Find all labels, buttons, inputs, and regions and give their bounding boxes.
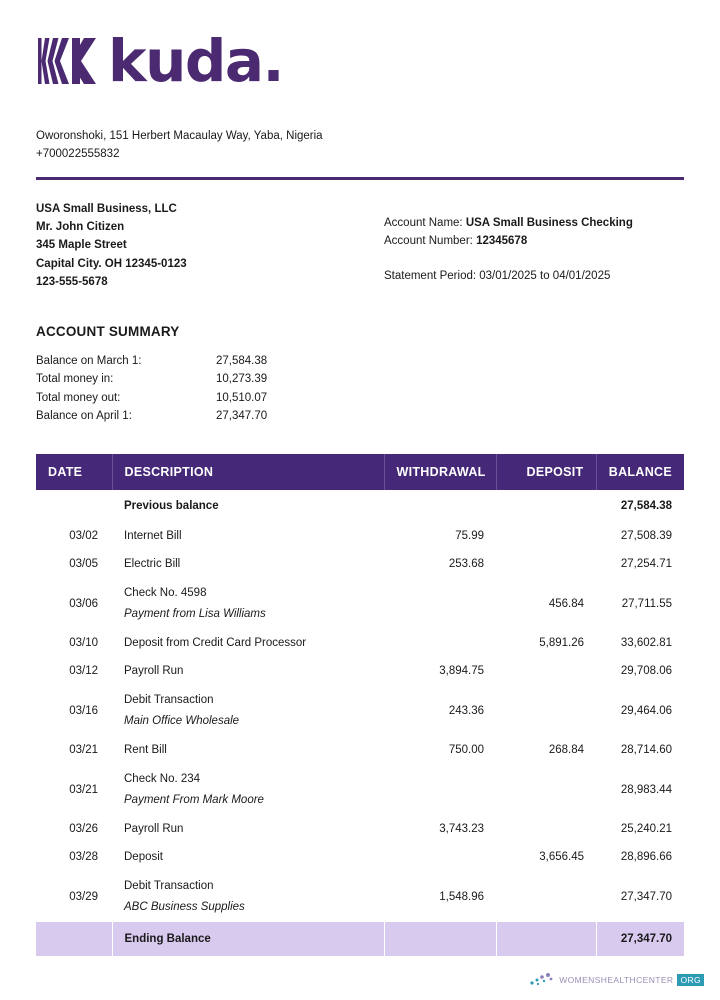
- table-row: [36, 871, 684, 922]
- cell-balance: 27,347.70: [596, 922, 684, 956]
- description-main: Check No. 234: [124, 773, 201, 786]
- cell-balance: 33,602.81: [596, 629, 684, 657]
- kuda-k-logo-icon: [36, 30, 98, 92]
- column-header-deposit: DEPOSIT: [496, 454, 596, 490]
- watermark-text: WOMENSHEALTHCENTER: [559, 975, 674, 985]
- customer-address-block: [36, 200, 187, 292]
- description-main: Previous balance: [124, 500, 219, 513]
- cell-date: 03/06: [36, 578, 112, 629]
- cell-balance: 27,254.71: [596, 550, 684, 578]
- column-header-balance: BALANCE: [596, 454, 684, 490]
- column-header-date: DATE: [36, 454, 112, 490]
- cell-date: 03/21: [36, 764, 112, 815]
- cell-deposit: [496, 657, 596, 685]
- cell-deposit: 456.84: [496, 578, 596, 629]
- cell-deposit: [496, 922, 596, 956]
- summary-label: Balance on April 1:: [36, 410, 132, 423]
- description-main: Debit Transaction: [124, 880, 214, 893]
- description-main: Internet Bill: [124, 530, 182, 543]
- cell-date: 03/02: [36, 522, 112, 550]
- table-row: [36, 550, 684, 578]
- cell-deposit: [496, 815, 596, 843]
- summary-label: Total money out:: [36, 391, 121, 404]
- summary-label: Balance on March 1:: [36, 354, 142, 367]
- cell-date: 03/21: [36, 736, 112, 764]
- cell-balance: 28,896.66: [596, 843, 684, 871]
- summary-value: 10,510.07: [216, 391, 268, 404]
- cell-withdrawal: [384, 490, 496, 522]
- cell-withdrawal: 75.99: [384, 522, 496, 550]
- account-number-row: [384, 232, 684, 250]
- cell-date: 03/26: [36, 815, 112, 843]
- description-main: Ending Balance: [124, 933, 211, 946]
- cell-withdrawal: 3,894.75: [384, 657, 496, 685]
- cell-balance: 27,508.39: [596, 522, 684, 550]
- cell-description: [112, 578, 384, 629]
- description-main: Debit Transaction: [124, 694, 214, 707]
- customer-name: Mr. John Citizen: [36, 221, 125, 234]
- table-row: [36, 629, 684, 657]
- cell-balance: 28,714.60: [596, 736, 684, 764]
- table-row: [36, 578, 684, 629]
- cell-date: 03/05: [36, 550, 112, 578]
- cell-description: [112, 871, 384, 922]
- table-row: [36, 843, 684, 871]
- cell-description: [112, 815, 384, 843]
- cell-description: [112, 764, 384, 815]
- parties-section: [36, 200, 684, 292]
- description-sub: Payment From Mark Moore: [124, 794, 264, 807]
- brand-logo: [36, 0, 684, 95]
- account-number-label: Account Number:: [384, 235, 473, 248]
- account-name-value: USA Small Business Checking: [465, 216, 633, 229]
- cell-withdrawal: [384, 578, 496, 629]
- brand-wordmark: kuda.: [108, 27, 284, 95]
- customer-company: USA Small Business, LLC: [36, 202, 177, 215]
- account-name-row: [384, 214, 684, 232]
- previous-balance-row: [36, 490, 684, 522]
- cell-description: [112, 522, 384, 550]
- cell-description: [112, 629, 384, 657]
- cell-deposit: 268.84: [496, 736, 596, 764]
- cell-description: [112, 685, 384, 736]
- account-name-label: Account Name:: [384, 216, 463, 229]
- bank-address-line: Oworonshoki, 151 Herbert Macaulay Way, Yaba, Nigeria: [36, 130, 323, 142]
- description-main: Electric Bill: [124, 558, 181, 571]
- description-main: Rent Bill: [124, 744, 167, 757]
- summary-row: [36, 352, 684, 371]
- cell-date: [36, 490, 112, 522]
- bank-address-block: [36, 128, 684, 164]
- description-main: Payroll Run: [124, 823, 184, 836]
- summary-row: [36, 370, 684, 389]
- cell-withdrawal: 243.36: [384, 685, 496, 736]
- cell-date: [36, 922, 112, 956]
- cell-deposit: [496, 550, 596, 578]
- description-main: Check No. 4598: [124, 587, 207, 600]
- cell-withdrawal: [384, 843, 496, 871]
- cell-date: 03/10: [36, 629, 112, 657]
- summary-value: 27,584.38: [216, 354, 268, 367]
- description-sub: ABC Business Supplies: [124, 901, 245, 914]
- description-sub: Main Office Wholesale: [124, 715, 240, 728]
- table-row: [36, 815, 684, 843]
- cell-date: 03/28: [36, 843, 112, 871]
- account-summary-table: [36, 352, 684, 427]
- customer-street: 345 Maple Street: [36, 239, 127, 252]
- cell-deposit: 3,656.45: [496, 843, 596, 871]
- summary-value: 10,273.39: [216, 373, 268, 386]
- summary-label: Total money in:: [36, 373, 114, 386]
- description-main: Payroll Run: [124, 665, 184, 678]
- ending-balance-row: [36, 922, 684, 956]
- watermark: [529, 972, 704, 988]
- cell-deposit: [496, 522, 596, 550]
- cell-balance: 27,711.55: [596, 578, 684, 629]
- account-info-block: [384, 200, 684, 292]
- cell-balance: 29,464.06: [596, 685, 684, 736]
- transactions-body: [36, 490, 684, 956]
- cell-deposit: [496, 490, 596, 522]
- cell-balance: 27,584.38: [596, 490, 684, 522]
- summary-row: [36, 389, 684, 408]
- cell-withdrawal: 750.00: [384, 736, 496, 764]
- cell-description: [112, 922, 384, 956]
- table-row: [36, 522, 684, 550]
- summary-value: 27,347.70: [216, 410, 268, 423]
- cell-balance: 29,708.06: [596, 657, 684, 685]
- cell-balance: 25,240.21: [596, 815, 684, 843]
- cell-deposit: 5,891.26: [496, 629, 596, 657]
- cell-description: [112, 550, 384, 578]
- customer-phone: 123-555-5678: [36, 276, 108, 289]
- column-header-description: DESCRIPTION: [112, 454, 384, 490]
- cell-withdrawal: [384, 764, 496, 815]
- table-row: [36, 657, 684, 685]
- cell-description: [112, 490, 384, 522]
- account-number-value: 12345678: [476, 235, 528, 248]
- cell-description: [112, 657, 384, 685]
- cell-date: 03/12: [36, 657, 112, 685]
- description-sub: Payment from Lisa Williams: [124, 608, 266, 621]
- transactions-table: [36, 454, 684, 956]
- header-divider: [36, 177, 684, 180]
- cell-description: [112, 843, 384, 871]
- statement-period-label: Statement Period:: [384, 270, 477, 283]
- statement-period-row: [384, 267, 684, 285]
- table-row: [36, 736, 684, 764]
- description-main: Deposit: [124, 851, 163, 864]
- account-summary-title: ACCOUNT SUMMARY: [36, 323, 180, 339]
- table-header-row: [36, 454, 684, 490]
- description-main: Deposit from Credit Card Processor: [124, 637, 307, 650]
- watermark-badge: ORG: [677, 974, 704, 986]
- column-header-withdrawal: WITHDRAWAL: [384, 454, 496, 490]
- statement-period-value: 03/01/2025 to 04/01/2025: [479, 270, 611, 283]
- cell-balance: 28,983.44: [596, 764, 684, 815]
- cell-withdrawal: 3,743.23: [384, 815, 496, 843]
- bank-phone: +700022555832: [36, 147, 120, 160]
- cell-withdrawal: 253.68: [384, 550, 496, 578]
- cell-withdrawal: 1,548.96: [384, 871, 496, 922]
- cell-balance: 27,347.70: [596, 871, 684, 922]
- table-row: [36, 685, 684, 736]
- cell-deposit: [496, 764, 596, 815]
- table-row: [36, 764, 684, 815]
- cell-date: 03/29: [36, 871, 112, 922]
- dots-icon: [529, 972, 555, 988]
- summary-row: [36, 407, 684, 426]
- cell-withdrawal: [384, 922, 496, 956]
- cell-withdrawal: [384, 629, 496, 657]
- cell-deposit: [496, 685, 596, 736]
- customer-city-state-zip: Capital City. OH 12345-0123: [36, 257, 187, 270]
- cell-description: [112, 736, 384, 764]
- cell-date: 03/16: [36, 685, 112, 736]
- cell-deposit: [496, 871, 596, 922]
